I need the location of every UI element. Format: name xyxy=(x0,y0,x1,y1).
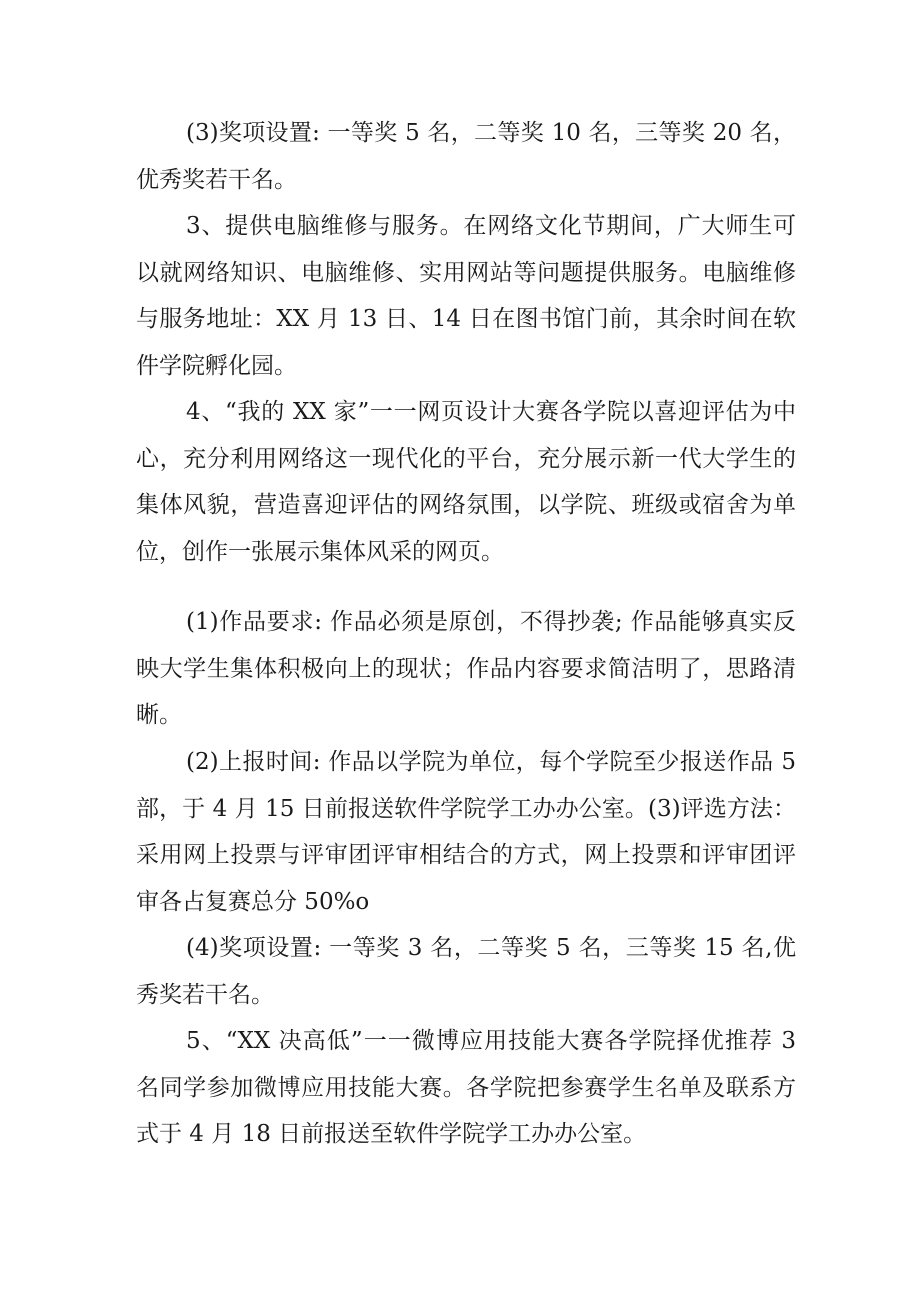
paragraph-web-design-contest: 4、“我的 XX 家”一一网页设计大赛各学院以喜迎评估为中心，充分利用网络这一现代化的平台，充分展示新一代大学生的集体风貌，营造喜迎评估的网络氛围，以学院、班级或宿舍为单位，创作一张展示集体风采的网页。 xyxy=(136,399,796,565)
paragraph-computer-repair: 3、提供电脑维修与服务。在网络文化节期间，广大师生可以就网络知识、电脑维修、实用网站等问题提供服务。电脑维修与服务地址：XX 月 13 日、14 日在图书馆门前，其余时间在软件学院孵化园。 xyxy=(136,213,796,379)
paragraph-award-settings-4: (4)奖项设置: 一等奖 3 名，二等奖 5 名，三等奖 15 名,优秀奖若干名。 xyxy=(136,935,796,1008)
paragraph-weibo-contest: 5、“XX 决高低”一一微博应用技能大赛各学院择优推荐 3 名同学参加微博应用技能大赛。各学院把参赛学生名单及联系方式于 4 月 18 日前报送至软件学院学工办办公室。 xyxy=(136,1028,796,1147)
paragraph-submission-time: (2)上报时间: 作品以学院为单位，每个学院至少报送作品 5 部，于 4 月 15 日前报送软件学院学工办办公室。(3)评选方法：采用网上投票与评审团评审相结合的方式，网上投票和评审团评审各占复赛总分 50%o xyxy=(136,749,796,915)
paragraph-award-settings-1: (3)奖项设置: 一等奖 5 名，二等奖 10 名，三等奖 20 名，优秀奖若干名。 xyxy=(136,120,796,193)
paragraph-work-requirements: (1)作品要求: 作品必须是原创，不得抄袭; 作品能够真实反映大学生集体积极向上的现状；作品内容要求简洁明了，思路清晰。 xyxy=(136,609,796,728)
